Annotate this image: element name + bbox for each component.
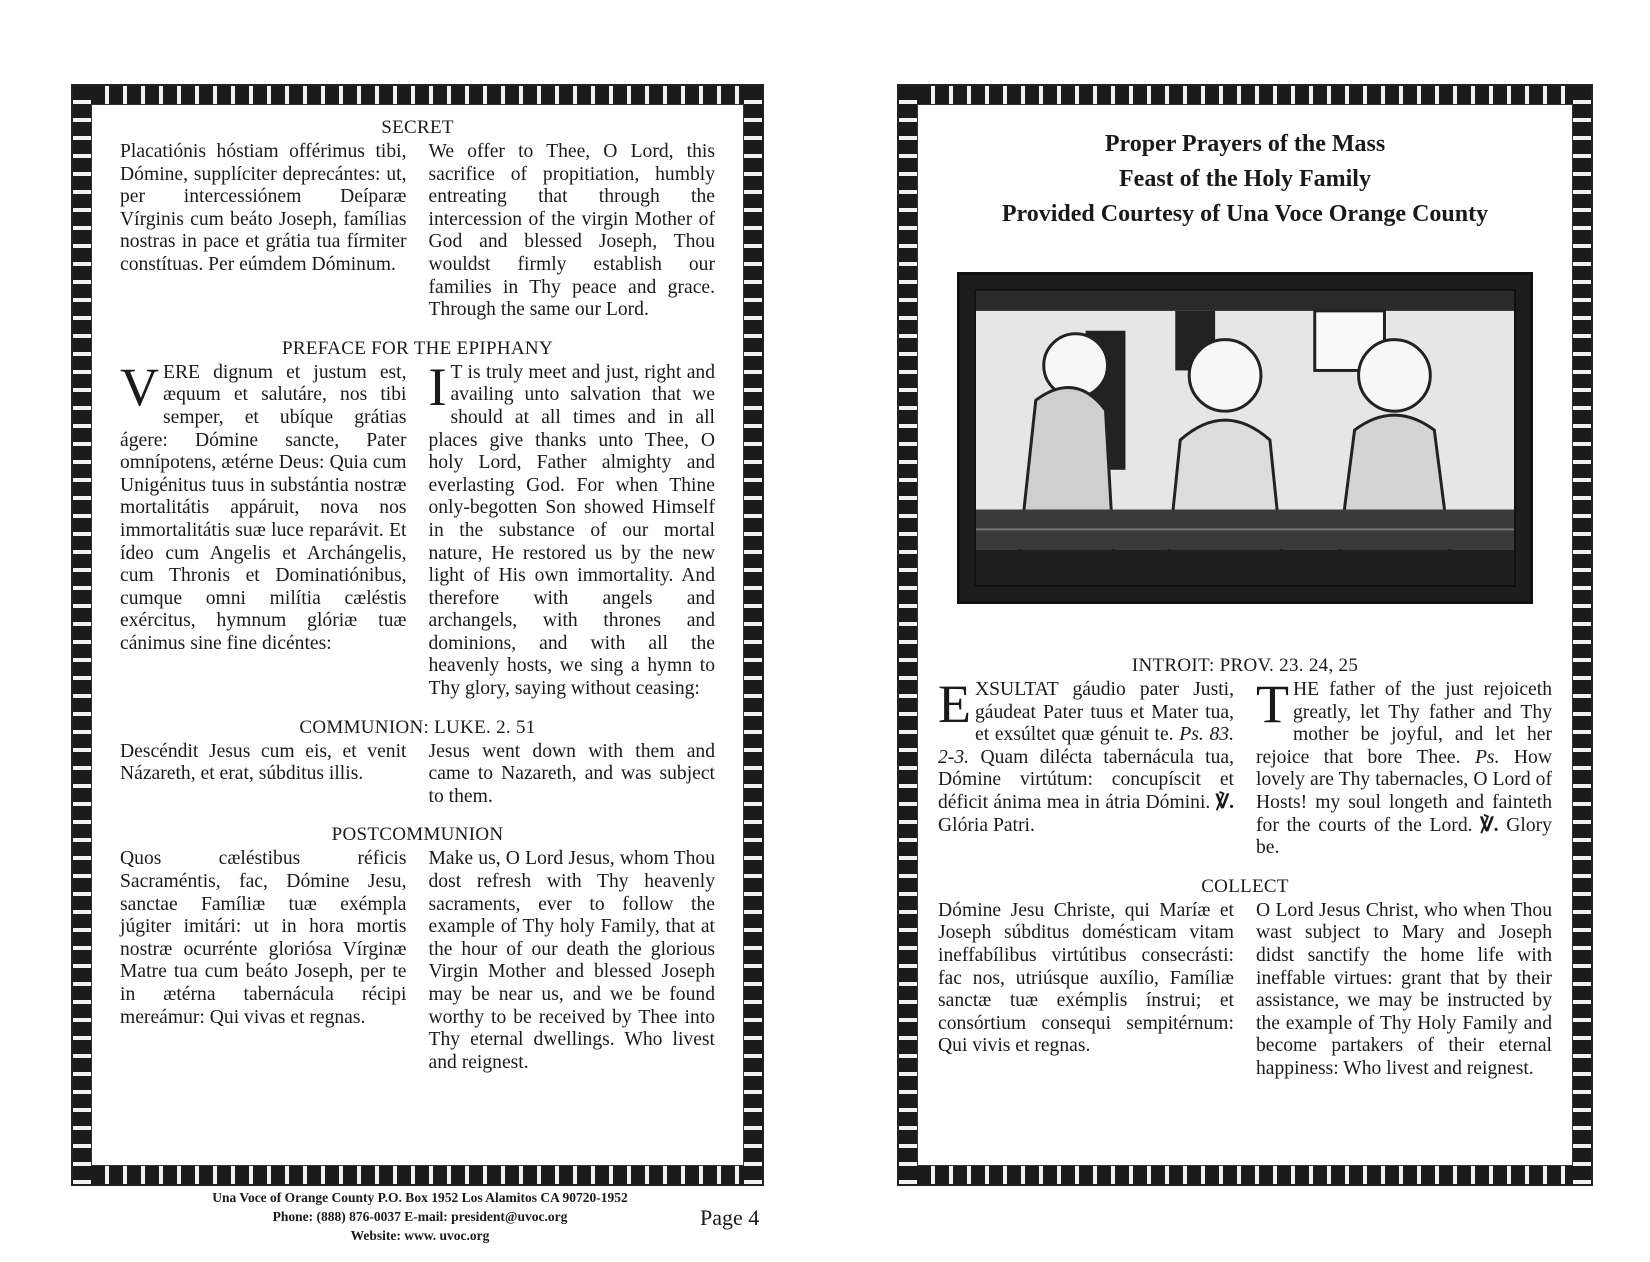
title-line-2: Feast of the Holy Family xyxy=(1119,166,1371,192)
postcommunion-heading: POSTCOMMUNION xyxy=(331,824,504,846)
postcommunion-english: Make us, O Lord Jesus, whom Thou dost refresh with Thy heavenly sacraments, ever to follow the example of Thy holy Family, that at the hour of our death the glorious Virgin Mother and blessed Joseph may be near us, and we be found worthy to be received by Thee into Thy eternal dwellings. Who livest and reignest. xyxy=(428,848,715,1073)
preface-english-text: T is truly meet and just, right and availing unto salvation that we should at all times and in all places give thanks unto Thee, O holy Lord, Father almighty and everlasting God. For when Thine only-begotten Son showed Himself in the substance of our mortal nature, He restored us by the new light of His own immortality. And therefore with angels and archangels, with thrones and dominions, and with all the heavenly hosts, we sing a hymn to Thy glory, saying without ceasing: xyxy=(428,361,715,700)
footer-contact: Phone: (888) 876-0037 E-mail: president@uvoc.org xyxy=(272,1209,568,1224)
introit-latin-a: XSULTAT gáudio pater Justi, gáudeat Pater tuus et Mater tua, et exsúltet quæ génuit te. xyxy=(975,679,1234,746)
border-bottom xyxy=(899,1166,1591,1184)
secret-section xyxy=(120,117,715,322)
preface-latin-text: ERE dignum et justum est, æquum et salutáre, nos tibi semper, et ubíque grátias ágere: Dómine sancte, Pater omnípotens, ætérne Deus: Quia cum Unigénitus tuus in substántia nostræ mortalitátis appáruit, nova nos immortalitátis suæ luce reparávit. Et ídeo cum Angelis et Archángelis, cum Thronis et Dominatiónibus, cumque omni milítia cæléstis exércitus, hymnum glóriæ tuæ cánimus sine fine dicéntes: xyxy=(120,361,407,654)
border-right xyxy=(1573,86,1591,1184)
versicle-symbol: ℣. xyxy=(1480,814,1499,836)
document-title xyxy=(918,127,1572,232)
preface-heading: PREFACE FOR THE EPIPHANY xyxy=(282,337,553,359)
preface-latin xyxy=(120,356,407,701)
page-number: Page 4 xyxy=(700,1205,760,1230)
secret-heading: SECRET xyxy=(381,117,454,138)
right-page xyxy=(897,84,1593,1186)
introit-english xyxy=(1256,674,1553,860)
communion-section xyxy=(120,717,715,809)
holy-family-illustration xyxy=(957,272,1533,604)
drop-cap: T xyxy=(1256,674,1289,734)
collect-english: O Lord Jesus Christ, who when Thou wast subject to Mary and Joseph didst sanctify the home life with ineffable virtues: grant that by their assistance, we may be instructed by the example of Thy Holy Family and become partakers of their eternal happiness: Who livest and reignest. xyxy=(1256,899,1552,1079)
title-line-1: Proper Prayers of the Mass xyxy=(1104,131,1386,157)
secret-english: We offer to Thee, O Lord, this sacrifice of propitiation, humbly entreating that through the intercession of the virgin Mother of God and blessed Joseph, Thou wouldst firmly establish our families in Thy peace and grace. Through the same our Lord. xyxy=(428,141,715,321)
collect-latin: Dómine Jesu Christe, qui Maríæ et Joseph súbditus doméstiсam vitam ineffabílibus virtútibus consecrásti: fac nos, utriúsque auxílio, Famíliæ sanctæ tuæ exémplis ínstrui; et consórtium consequi sempitérnum: Qui vivis et regnas. xyxy=(938,899,1234,1057)
footer-website: Website: www. uvoc.org xyxy=(350,1228,490,1243)
communion-english: Jesus went down with them and came to Nazareth, and was subject to them. xyxy=(428,740,715,807)
drop-cap: V xyxy=(120,356,159,417)
drop-cap: E xyxy=(938,674,971,734)
border-bottom xyxy=(73,1166,762,1184)
preface-section xyxy=(120,338,715,701)
postcommunion-latin: Quos cæléstibus réficis Sacraméntis, fac, Dómine Jesu, sanctae Famíliæ tuæ exémpla júgiter imitári: ut in hora mortis nostræ ocurrénte gloriósa Vírginæ Matre tua cum beáto Joseph, per te in ætérna tabernácula récipi mereámur: Qui vivas et regnas. xyxy=(120,848,407,1028)
woodcut-image xyxy=(976,291,1514,585)
contact-footer xyxy=(160,1188,680,1245)
introit-english-c: Glory be. xyxy=(1256,814,1552,859)
footer-address: Una Voce of Orange County P.O. Box 1952 Los Alamitos CA 90720-1952 xyxy=(212,1190,628,1205)
collect-heading: COLLECT xyxy=(1201,875,1289,897)
preface-english xyxy=(428,356,716,701)
communion-latin: Descéndit Jesus cum eis, et venit Názareth, et erat, súbditus illis. xyxy=(120,740,407,785)
secret-latin: Placatiónis hóstiam offérimus tibi, Dómine, supplíciter deprecántes: ut, per intercessiónem Deíparæ Vírginis cum beáto Joseph, famílias nostras in pace et grátia tua fírmiter constítuas. Per eúmdem Dóminum. xyxy=(120,141,407,275)
border-right xyxy=(744,86,762,1184)
introit-latin-b: Quam diléctа tabernácula tua, Dómine virtútum: concupíscit et déficit ánima mea in átria Dómini. xyxy=(938,746,1234,813)
introit-latin xyxy=(938,674,1234,860)
introit-section xyxy=(938,655,1552,860)
introit-english-ref: Ps. xyxy=(1474,746,1500,768)
communion-heading: COMMUNION: LUKE. 2. 51 xyxy=(299,716,536,738)
introit-heading: INTROIT: PROV. 23. 24, 25 xyxy=(1131,655,1359,676)
drop-cap: I xyxy=(428,356,447,417)
page-frame xyxy=(917,104,1573,1166)
collect-section xyxy=(938,876,1552,1081)
left-page xyxy=(71,84,764,1186)
introit-english-a: HE father of the just rejoiceth greatly, let Thy father and Thy mother be joyful, and let her rejoice that bore Thee. xyxy=(1256,679,1552,768)
introit-english-b: How lovely are Thy tabernacles, O Lord of Hosts! my soul longeth and fainteth for the courts of the Lord. xyxy=(1256,746,1553,836)
border-top xyxy=(73,86,762,104)
border-left xyxy=(73,86,91,1184)
border-top xyxy=(899,86,1591,104)
postcommunion-section xyxy=(120,824,715,1074)
title-line-3: Provided Courtesy of Una Voce Orange County xyxy=(1001,201,1489,227)
introit-latin-ref: Ps. 83. 2-3. xyxy=(938,724,1234,768)
page-frame xyxy=(91,104,744,1166)
introit-latin-c: Glória Patri. xyxy=(938,814,1035,836)
versicle-symbol: ℣. xyxy=(1215,791,1234,813)
border-left xyxy=(899,86,917,1184)
